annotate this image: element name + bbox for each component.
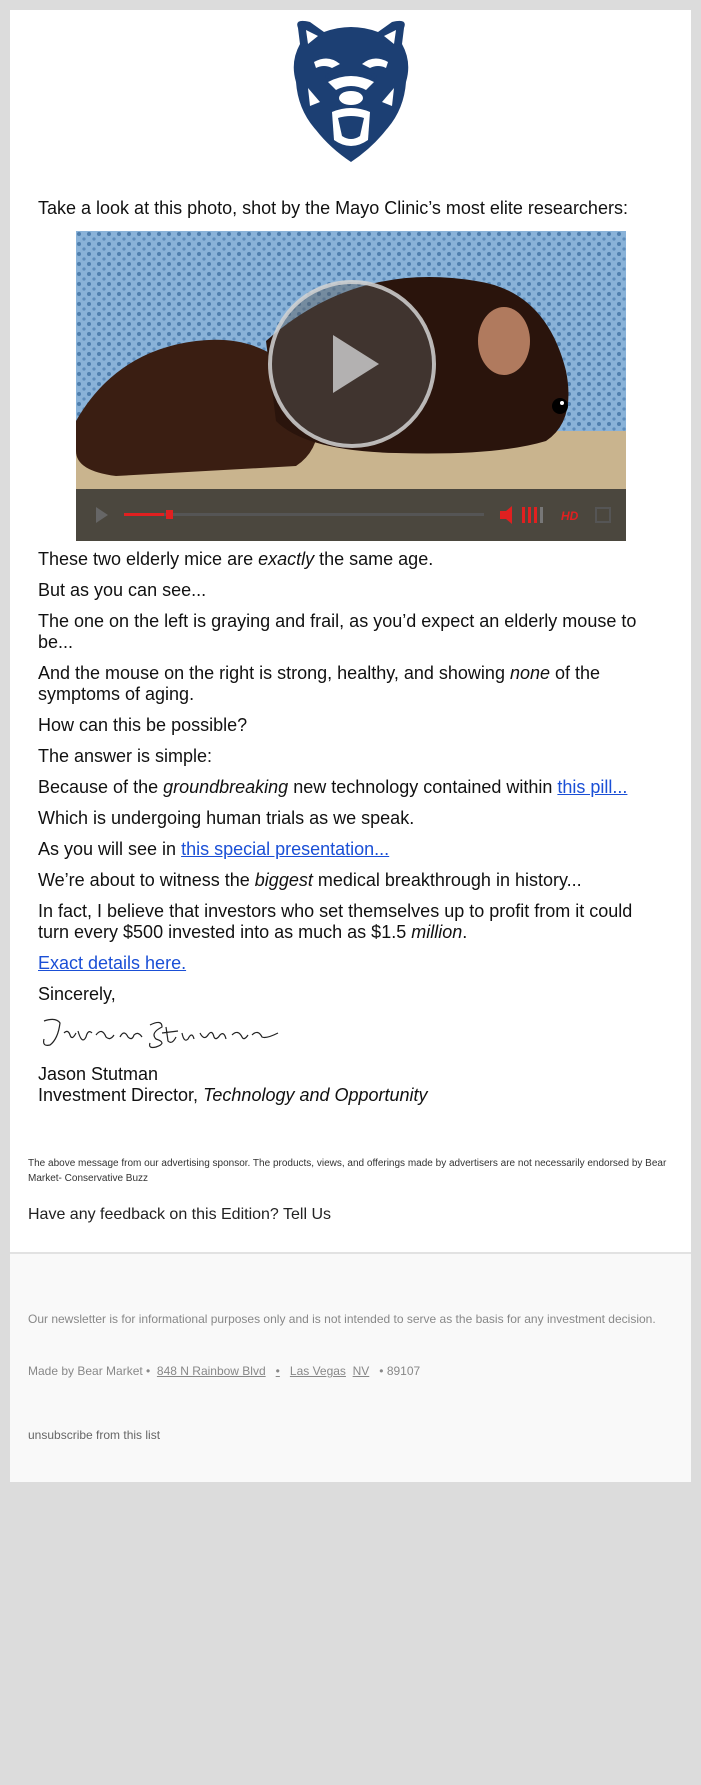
paragraph-9: As you will see in this special presentation... bbox=[38, 839, 390, 859]
video-controls[interactable] bbox=[76, 489, 626, 541]
closing: Sincerely, bbox=[38, 984, 116, 1004]
footer-address: Made by Bear Market • 848 N Rainbow Blvd • Las Vegas NV • 89107 bbox=[28, 1364, 421, 1378]
street-link[interactable]: 848 N Rainbow Blvd bbox=[156, 1364, 266, 1378]
city-link[interactable]: Las Vegas bbox=[289, 1364, 346, 1378]
feedback-link[interactable]: Have any feedback on this Edition? Tell Us bbox=[28, 1206, 331, 1223]
signature-block: Jason Stutman Investment Director, Technology and Opportunity bbox=[38, 1064, 428, 1105]
footer bbox=[10, 1252, 691, 1482]
paragraph-3: The one on the left is graying and frail, as you’d expect an elderly mouse to be... bbox=[38, 611, 637, 652]
progress-fill bbox=[124, 513, 164, 516]
play-icon[interactable] bbox=[267, 279, 437, 449]
paragraph-6: The answer is simple: bbox=[38, 746, 213, 766]
fullscreen-icon[interactable] bbox=[596, 508, 610, 522]
video-player[interactable] bbox=[76, 231, 626, 541]
bear-head-logo bbox=[288, 18, 414, 164]
paragraph-8: Which is undergoing human trials as we speak. bbox=[38, 808, 415, 828]
paragraph-12 bbox=[38, 953, 663, 974]
zip: • 89107 bbox=[379, 1364, 421, 1378]
dot-link[interactable]: • bbox=[275, 1364, 280, 1378]
progress-handle[interactable] bbox=[166, 510, 173, 519]
signature-title: Technology and Opportunity bbox=[203, 1085, 428, 1105]
signature-image bbox=[38, 1015, 288, 1051]
volume-bar-icon[interactable] bbox=[522, 507, 525, 523]
volume-icon[interactable] bbox=[500, 506, 512, 524]
unsubscribe-link[interactable]: unsubscribe from this list bbox=[28, 1428, 161, 1442]
hd-label[interactable]: HD bbox=[560, 509, 578, 523]
email-card bbox=[10, 10, 691, 1482]
paragraph-5: How can this be possible? bbox=[38, 715, 248, 735]
paragraph-2: But as you can see... bbox=[38, 580, 207, 600]
paragraph-4: And the mouse on the right is strong, healthy, and showing none of the symptoms of aging. bbox=[38, 663, 601, 704]
progress-track[interactable] bbox=[124, 513, 484, 516]
state-link[interactable]: NV bbox=[352, 1364, 370, 1378]
presentation-link[interactable]: this special presentation... bbox=[181, 839, 390, 859]
pill-link[interactable]: this pill... bbox=[557, 777, 628, 797]
paragraph-10: We’re about to witness the biggest medical breakthrough in history... bbox=[38, 870, 582, 890]
feedback-row[interactable] bbox=[10, 1186, 691, 1252]
paragraph-11: In fact, I believe that investors who set themselves up to profit from it could turn every $500 invested into as much as $1.5 million. bbox=[38, 901, 633, 942]
ad-disclaimer: The above message from our advertising sponsor. The products, views, and offerings made by advertisers are not necessarily endorsed by Bear Market- Conservative Buzz bbox=[28, 1158, 667, 1184]
details-link[interactable]: Exact details here. bbox=[38, 953, 187, 973]
signature-name: Jason Stutman bbox=[38, 1064, 159, 1084]
footer-disclaimer: Our newsletter is for informational purposes only and is not intended to serve as the basis for any investment decision. bbox=[28, 1312, 656, 1326]
play-small-icon[interactable] bbox=[96, 507, 108, 523]
paragraph-7: Because of the groundbreaking new technology contained within this pill... bbox=[38, 777, 628, 797]
intro-text: Take a look at this photo, shot by the Mayo Clinic’s most elite researchers: bbox=[38, 198, 628, 218]
paragraph-1: These two elderly mice are exactly the same age. bbox=[38, 549, 434, 569]
